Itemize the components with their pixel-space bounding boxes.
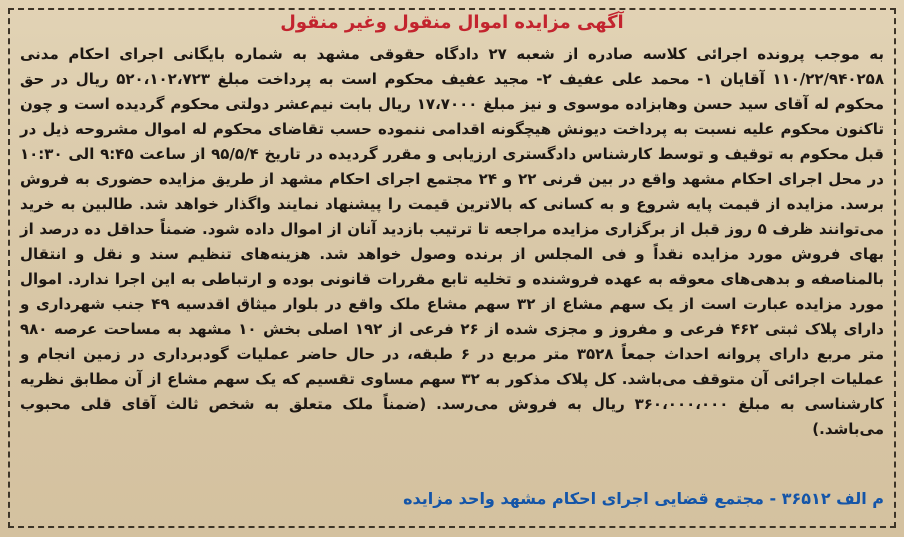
notice-paragraph: به موجب پرونده اجرائی کلاسه صادره از شعبه ۲۷ دادگاه حقوقی مشهد به شماره بایگانی اجرای احکام مدنی ۱۱۰/۲۲/۹۴۰۲۵۸ آقایان ۱- محمد علی عفیف ۲- مجید عفیف محکوم است به پرداخت مبلغ ۵۲۰،۱۰۲،۷۲۳ ریال در حق محکوم له آقای سید حسن وهابزاده موسوی و نیز مبلغ ۱۷،۷۰۰۰ ریال بابت نیم‌عشر دولتی محکوم گردیده است و چون تاکنون محکوم علیه نسبت به پرداخت دیونش هیچگونه اقدامی ننموده حسب تقاضای محکوم له اموال مشروحه ذیل در قبل محکوم به توقیف و توسط کارشناس دادگستری ارزیابی و مقرر گردیده در تاریخ ۹۵/۵/۴ از ساعت ۹:۴۵ الی ۱۰:۳۰ در محل اجرای احکام مشهد واقع در بین قرنی ۲۲ و ۲۴ مجتمع اجرای احکام مشهد از طریق مزایده حضوری به فروش برسد. مزایده از قیمت پایه شروع و به کسانی که بالاترین قیمت را پیشنهاد نمایند واگذار خواهد شد. طالبین به خرید می‌توانند ظرف ۵ روز قبل از برگزاری مزایده مراجعه تا ترتیب بازدید آنان از اموال داده شود. ضمناً حداقل ده درصد از بهای فروش مورد مزایده نقداً و فی المجلس از برنده وصول خواهد شد. هزینه‌های تنظیم سند و نقل و انتقال بالمناصفه و بدهی‌های معوقه به عهده فروشنده و تخلیه تابع مقررات قانونی بوده و ارتباطی به این اجرا ندارد. اموال مورد مزایده عبارت است از یک سهم مشاع از ۳۲ سهم مشاع ملک واقع در بلوار میثاق اقدسیه ۴۹ جنب شهرداری و دارای پلاک ثبتی ۴۶۲ فرعی و مفروز و مجزی شده از ۲۶ فرعی از ۱۹۲ اصلی بخش ۱۰ مشهد به مساحت عرصه ۹۸۰ متر مربع دارای پروانه احداث جمعاً ۳۵۲۸ متر مربع در ۶ طبقه، در حال حاضر عملیات گودبرداری در زمین انجام و عملیات اجرائی آن متوقف می‌باشد. کل پلاک مذکور به ۳۲ سهم مساوی تقسیم که یک سهم مشاع از آن مطابق نظریه کارشناسی به مبلغ ۳۶۰،۰۰۰،۰۰۰ ریال به فروش می‌رسد. (ضمناً ملک متعلق به شخص ثالث آقای قلی محبوب می‌باشد.) bbox=[20, 45, 885, 438]
notice-title: آگهی مزایده اموال منقول وغیر منقول bbox=[280, 12, 624, 33]
notice-footer: م الف ۳۶۵۱۲ - مجتمع قضایی اجرای احکام مشهد واحد مزایده bbox=[403, 489, 884, 508]
notice-body bbox=[20, 42, 884, 442]
